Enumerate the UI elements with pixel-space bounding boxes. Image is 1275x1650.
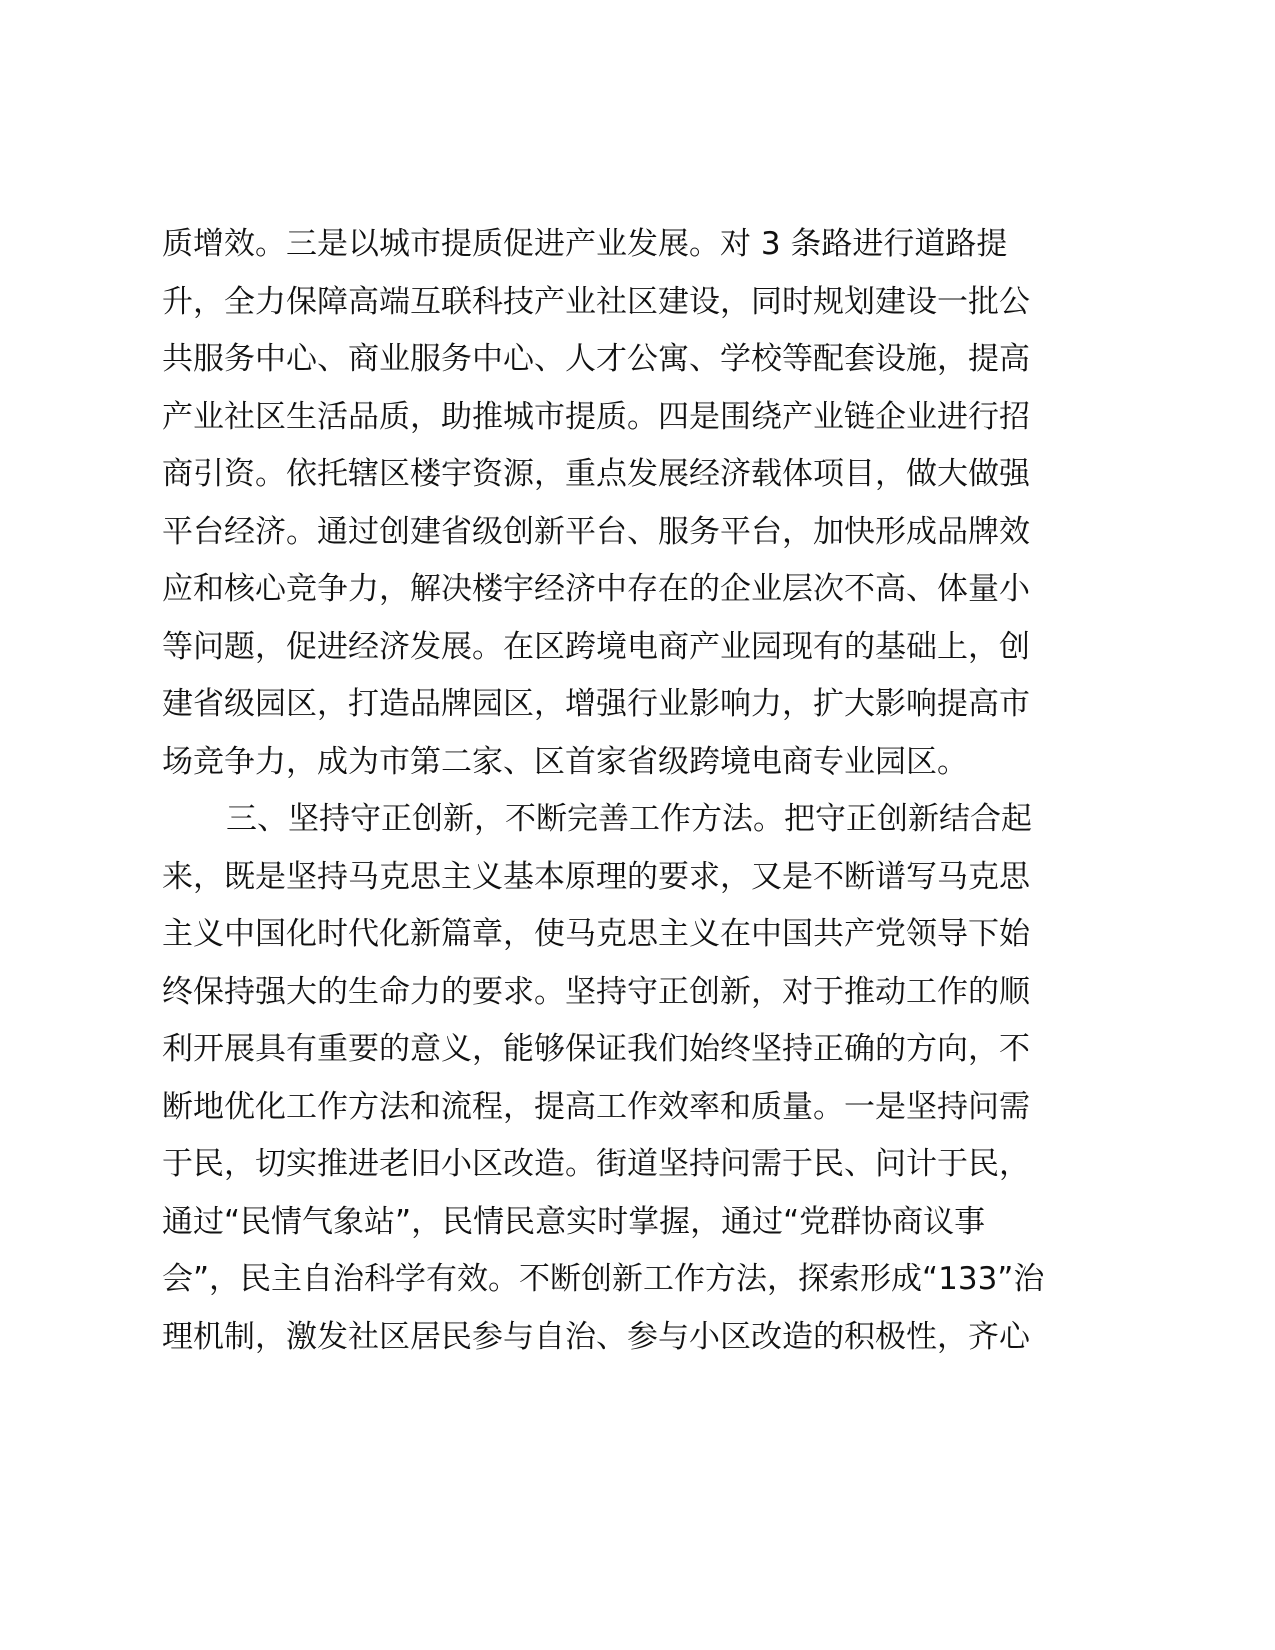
text-line: 平台经济。通过创建省级创新平台、服务平台，加快形成品牌效 bbox=[162, 513, 1030, 550]
text-line: 于民，切实推进老旧小区改造。街道坚持问需于民、问计于民， bbox=[162, 1146, 1030, 1182]
text-line: 断地优化工作方法和流程，提高工作效率和质量。一是坚持问需 bbox=[162, 1088, 1030, 1125]
text-line: 理机制，激发社区居民参与自治、参与小区改造的积极性，齐心 bbox=[162, 1318, 1030, 1355]
text-line: 等问题，促进经济发展。在区跨境电商产业园现有的基础上，创 bbox=[162, 628, 1030, 665]
text-line: 会”，民主自治科学有效。不断创新工作方法，探索形成“133”治 bbox=[162, 1261, 1045, 1297]
text-line: 质增效。三是以城市提质促进产业发展。对 3 条路进行道路提 bbox=[162, 226, 1008, 262]
text-line: 通过“民情气象站”，民情民意实时掌握，通过“党群协商议事 bbox=[162, 1203, 986, 1240]
text-line: 来，既是坚持马克思主义基本原理的要求，又是不断谱写马克思 bbox=[162, 858, 1030, 895]
text-line: 建省级园区，打造品牌园区，增强行业影响力，扩大影响提高市 bbox=[162, 686, 1030, 722]
text-line: 利开展具有重要的意义，能够保证我们始终坚持正确的方向，不 bbox=[162, 1031, 1030, 1067]
text-line: 场竞争力，成为市第二家、区首家省级跨境电商专业园区。 bbox=[162, 743, 968, 780]
section-heading-line: 三、坚持守正创新，不断完善工作方法。把守正创新结合起 bbox=[226, 801, 1032, 837]
text-line: 产业社区生活品质，助推城市提质。四是围绕产业链企业进行招 bbox=[162, 398, 1030, 435]
text-line: 终保持强大的生命力的要求。坚持守正创新，对于推动工作的顺 bbox=[162, 973, 1030, 1010]
text-line: 商引资。依托辖区楼宇资源，重点发展经济载体项目，做大做强 bbox=[162, 456, 1030, 492]
text-line: 共服务中心、商业服务中心、人才公寓、学校等配套设施，提高 bbox=[162, 341, 1030, 377]
text-line: 升，全力保障高端互联科技产业社区建设，同时规划建设一批公 bbox=[162, 283, 1030, 320]
text-line: 应和核心竞争力，解决楼宇经济中存在的企业层次不高、体量小 bbox=[162, 571, 1030, 607]
body-text bbox=[162, 216, 1122, 1366]
text-line: 主义中国化时代化新篇章，使马克思主义在中国共产党领导下始 bbox=[162, 916, 1030, 952]
